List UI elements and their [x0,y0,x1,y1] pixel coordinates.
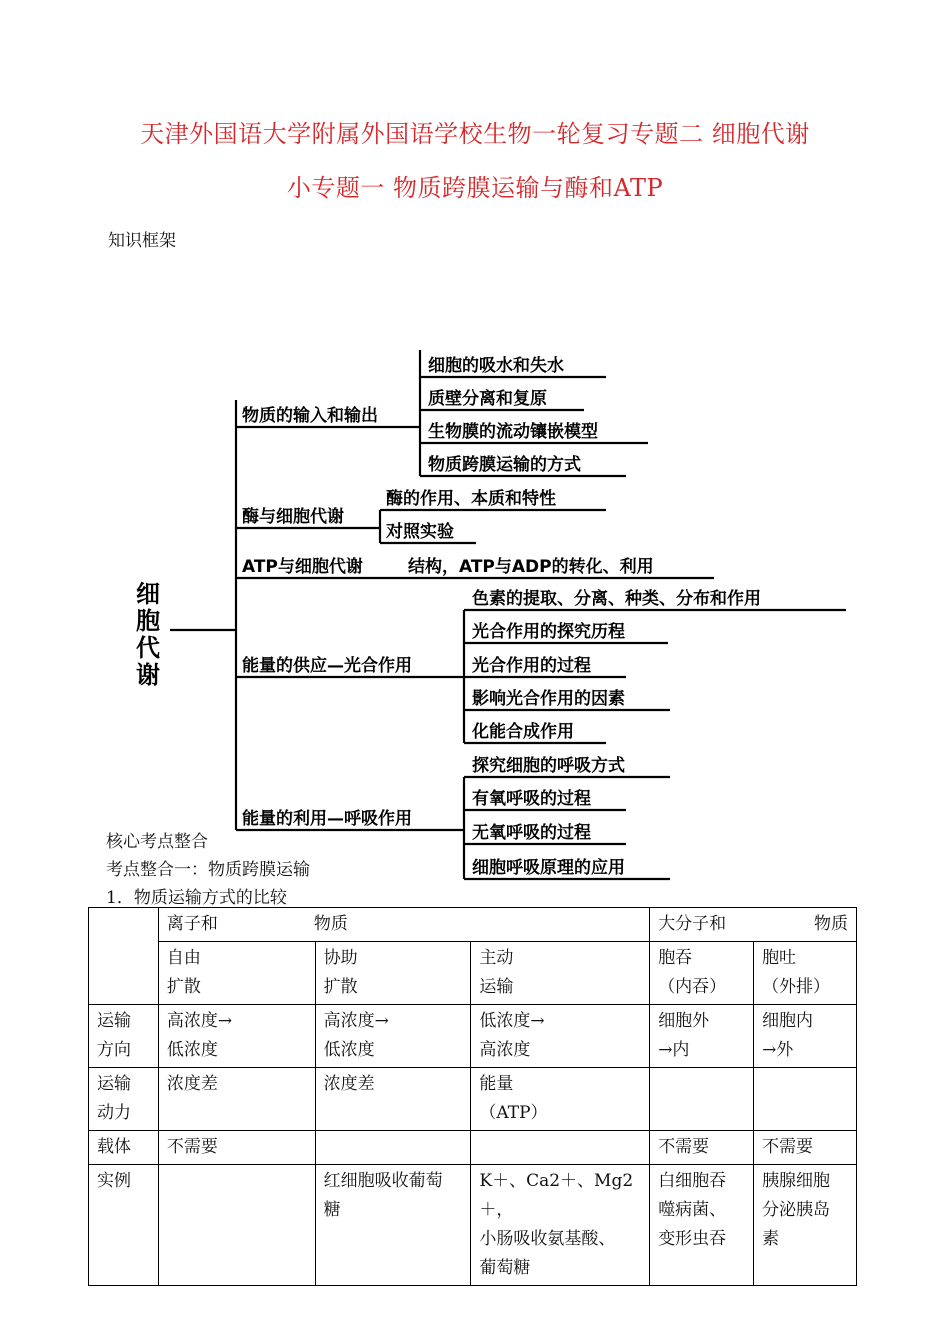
section-heading-core: 核心考点整合 [106,832,208,852]
row-header-2: 动力 [97,1103,131,1123]
table-row [89,908,857,942]
mindmap-leaf: 光合作用的过程 [472,656,591,676]
header-small-molecule-a: 离子和 [166,914,218,934]
mindmap-branch-5: 能量的利用—呼吸作用 [242,809,412,829]
table-cell: →内 [658,1040,690,1060]
table-cell: 浓度差 [323,1074,375,1094]
mindmap-leaf: 对照实验 [386,522,454,542]
section-heading-topic1: 考点整合一：物质跨膜运输 [106,860,310,880]
mindmap-root-char-1: 细 [136,580,160,608]
table-cell: 不需要 [166,1137,218,1157]
table-cell: 高浓度→ [323,1011,389,1031]
page-title: 天津外国语大学附属外国语学校生物一轮复习专题二 细胞代谢 [140,120,810,148]
table-cell: 低浓度→ [479,1011,545,1031]
table-cell: 低浓度 [323,1040,375,1060]
col-free-diffusion-2: 扩散 [166,977,201,997]
mindmap-leaf: 质壁分离和复原 [428,389,547,409]
table-cell: 红细胞吸收葡萄 [323,1171,443,1191]
mindmap-branch-2: 酶与细胞代谢 [242,507,344,527]
col-facilitated: 协助 [323,948,358,968]
table-cell: （ATP） [479,1103,548,1123]
table-cell: →外 [762,1040,794,1060]
mindmap-root-char-2: 胞 [136,607,160,635]
mindmap-leaf: 生物膜的流动镶嵌模型 [428,422,598,442]
mindmap-leaf: 有氧呼吸的过程 [472,789,591,809]
table-cell: 不需要 [658,1137,710,1157]
col-endocytosis-2: （内吞） [658,977,727,997]
row-header-2: 方向 [97,1040,131,1060]
mindmap-leaf: 探究细胞的呼吸方式 [472,756,625,776]
table-row [89,1068,857,1131]
mindmap-branch-4: 能量的供应—光合作用 [242,656,412,676]
table-cell: 素 [762,1229,780,1249]
header-small-molecule-b: 物质 [313,914,348,934]
page-subtitle: 小专题一 物质跨膜运输与酶和ATP [286,174,664,202]
mindmap-leaf: 化能合成作用 [472,722,574,742]
mind-map [0,330,950,890]
row-header: 载体 [97,1137,131,1157]
table-cell: 高浓度 [479,1040,531,1060]
section-heading-framework: 知识框架 [108,231,176,251]
table-cell: 细胞内 [762,1011,814,1031]
mindmap-leaf: 光合作用的探究历程 [472,622,625,642]
table-cell: 浓度差 [166,1074,218,1094]
col-exocytosis-2: （外排） [762,977,831,997]
mindmap-root-char-4: 谢 [136,661,160,689]
mindmap-leaf: 酶的作用、本质和特性 [386,489,556,509]
section-heading-item1: 1．物质运输方式的比较 [106,888,287,908]
mindmap-leaf: 细胞呼吸原理的应用 [472,858,625,878]
row-header: 实例 [97,1171,131,1191]
table-cell: 细胞外 [658,1011,710,1031]
table-cell: K＋、Ca2＋、Mg2＋， [479,1171,634,1220]
col-endocytosis: 胞吞 [658,948,693,968]
mindmap-leaf: 细胞的吸水和失水 [428,356,564,376]
header-macromolecule-b: 物质 [814,914,848,934]
row-header: 运输 [97,1011,131,1031]
table-cell: 低浓度 [166,1040,218,1060]
col-active: 主动 [479,948,514,968]
table-cell: 胰腺细胞 [762,1171,831,1191]
col-free-diffusion: 自由 [166,948,201,968]
col-facilitated-2: 扩散 [323,977,358,997]
table-cell: 能量 [479,1074,514,1094]
table-cell: 高浓度→ [166,1011,233,1031]
table-cell: 分泌胰岛 [762,1200,831,1220]
mindmap-branch-1: 物质的输入和输出 [242,406,378,426]
mindmap-leaf: 无氧呼吸的过程 [472,823,591,843]
header-macromolecule-a: 大分子和 [658,914,727,934]
mindmap-branch-3: ATP与细胞代谢 [242,557,363,577]
table-cell: 变形虫吞 [658,1229,727,1249]
table-cell: 白细胞吞 [658,1171,727,1191]
table-row [89,1131,857,1165]
table-row [89,942,857,1005]
col-active-2: 运输 [479,977,514,997]
mindmap-root-char-3: 代 [136,634,160,662]
table-cell: 葡萄糖 [479,1258,531,1278]
mindmap-leaf: 物质跨膜运输的方式 [428,455,581,475]
table-row [89,1165,857,1286]
table-cell: 小肠吸收氨基酸、 [479,1229,616,1249]
table-row [89,1005,857,1068]
table-cell: 糖 [323,1200,341,1220]
mindmap-leaf: 影响光合作用的因素 [472,689,625,709]
row-header: 运输 [97,1074,131,1094]
mindmap-leaf: 结构，ATP与ADP的转化、利用 [408,557,654,577]
transport-comparison-table [88,907,857,1286]
col-exocytosis: 胞吐 [762,948,797,968]
table-cell: 噬病菌、 [658,1200,727,1220]
table-cell: 不需要 [762,1137,814,1157]
mindmap-leaf: 色素的提取、分离、种类、分布和作用 [472,589,761,609]
